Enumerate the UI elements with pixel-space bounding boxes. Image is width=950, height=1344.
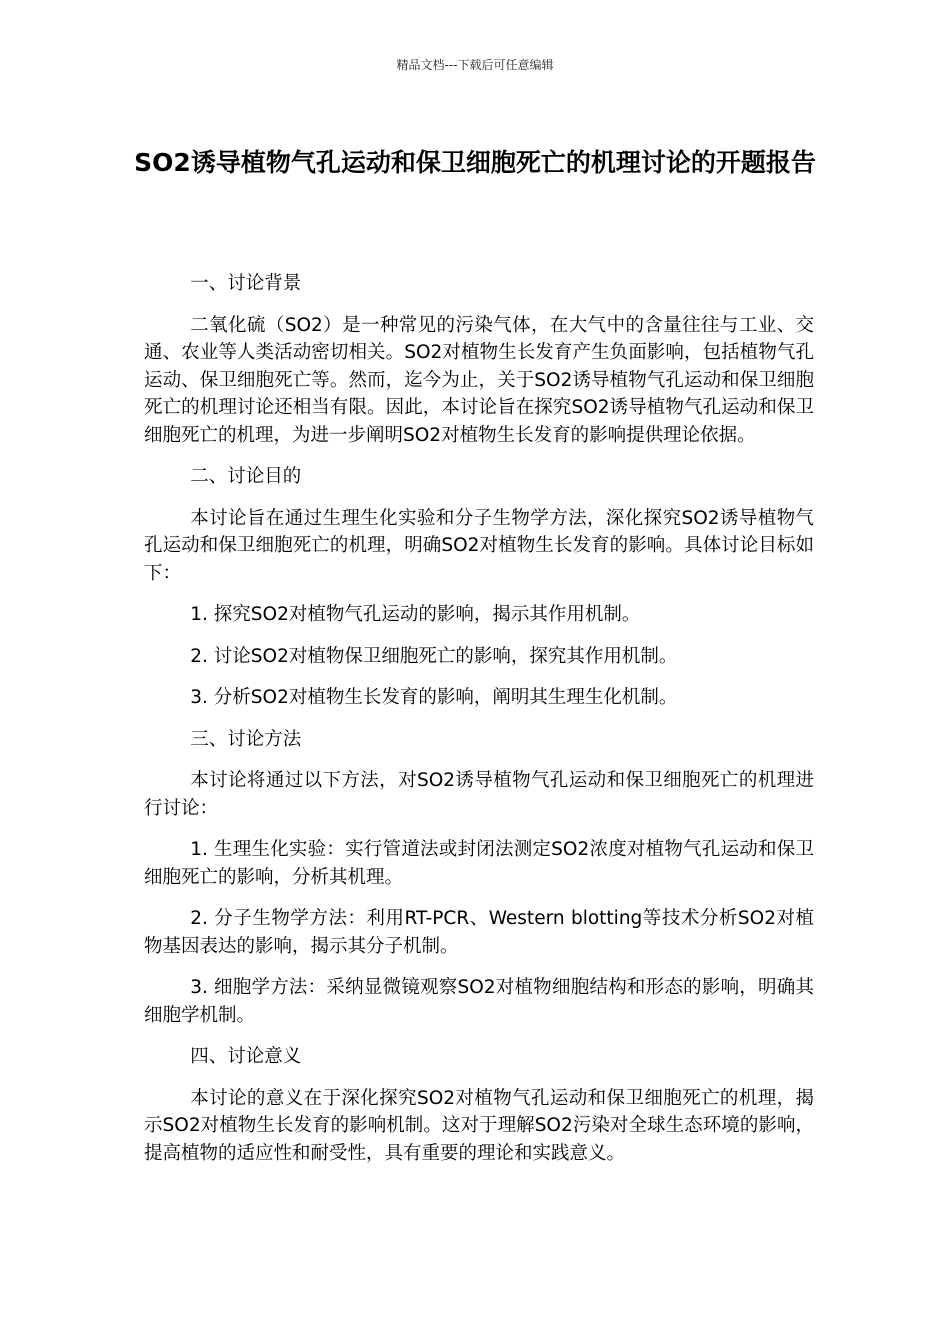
document-body bbox=[144, 270, 814, 1181]
background-paragraph: 二氧化硫（SO2）是一种常见的污染气体，在大气中的含量往往与工业、交通、农业等人类活动密切相关。SO2对植物生长发育产生负面影响，包括植物气孔运动、保卫细胞死亡等。然而，迄今为止，关于SO2诱导植物气孔运动和保卫细胞死亡的机理讨论还相当有限。因此，本讨论旨在探究SO2诱导植物气孔运动和保卫细胞死亡的机理，为进一步阐明SO2对植物生长发育的影响提供理论依据。 bbox=[144, 314, 814, 446]
methods-item-1: 1. 生理生化实验：实行管道法或封闭法测定SO2浓度对植物气孔运动和保卫细胞死亡的影响，分析其机理。 bbox=[144, 839, 814, 888]
methods-intro: 本讨论将通过以下方法，对SO2诱导植物气孔运动和保卫细胞死亡的机理进行讨论： bbox=[144, 770, 814, 819]
purpose-item-3: 3. 分析SO2对植物生长发育的影响，阐明其生理生化机制。 bbox=[190, 687, 678, 708]
section-heading-purpose: 二、讨论目的 bbox=[190, 466, 302, 487]
purpose-item-2: 2. 讨论SO2对植物保卫细胞死亡的影响，探究其作用机制。 bbox=[190, 645, 678, 667]
methods-item-3: 3. 细胞学方法：采纳显微镜观察SO2对植物细胞结构和形态的影响，明确其细胞学机制。 bbox=[144, 977, 814, 1026]
document-title: SO2诱导植物气孔运动和保卫细胞死亡的机理讨论的开题报告 bbox=[134, 148, 816, 177]
methods-item-2: 2. 分子生物学方法：利用RT-PCR、Western blotting等技术分析SO2对植物基因表达的影响，揭示其分子机制。 bbox=[144, 908, 814, 957]
purpose-item-1: 1. 探究SO2对植物气孔运动的影响，揭示其作用机制。 bbox=[190, 604, 641, 625]
significance-paragraph: 本讨论的意义在于深化探究SO2对植物气孔运动和保卫细胞死亡的机理，揭示SO2对植物生长发育的影响机制。这对于理解SO2污染对全球生态环境的影响，提高植物的适应性和耐受性，具有重要的理论和实践意义。 bbox=[144, 1087, 814, 1164]
section-heading-background: 一、讨论背景 bbox=[190, 273, 302, 294]
header-note: 精品文档---下载后可任意编辑 bbox=[396, 58, 554, 72]
purpose-intro: 本讨论旨在通过生理生化实验和分子生物学方法，深化探究SO2诱导植物气孔运动和保卫细胞死亡的机理，明确SO2对植物生长发育的影响。具体讨论目标如下： bbox=[144, 507, 814, 584]
section-heading-methods: 三、讨论方法 bbox=[190, 728, 302, 750]
section-heading-significance: 四、讨论意义 bbox=[190, 1046, 302, 1067]
